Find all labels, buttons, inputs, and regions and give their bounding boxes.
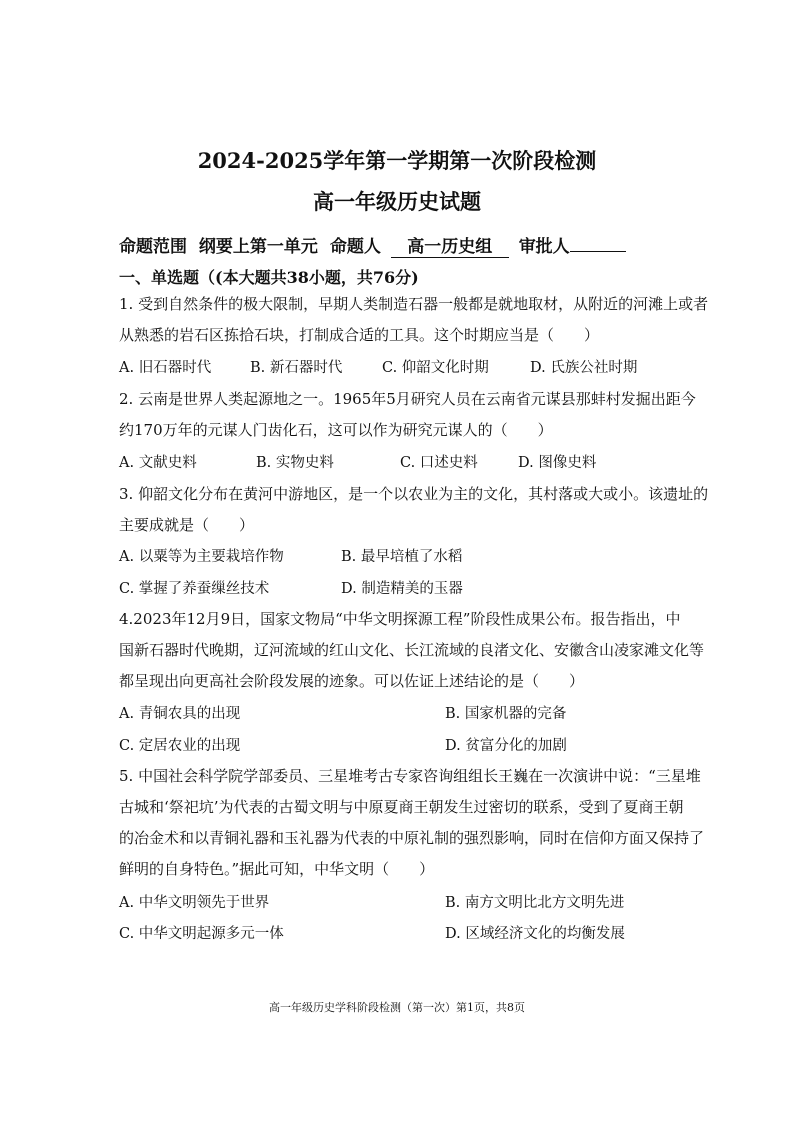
question-2-line-1: 2. 云南是世界人类起源地之一。1965年5月研究人员在云南省元谋县那蚌村发掘出距今 xyxy=(119,390,696,408)
approver-blank xyxy=(570,250,626,252)
exam-title: 2024-2025学年第一学期第一次阶段检测 xyxy=(197,148,597,173)
q5-option-d: D. 区域经济文化的均衡发展 xyxy=(445,926,625,942)
page-footer: 高一年级历史学科阶段检测（第一次）第1页，共8页 xyxy=(269,1001,525,1014)
question-2-line-2: 约170万年的元谋人门齿化石，这可以作为研究元谋人的（ ） xyxy=(119,421,553,439)
q5-option-b: B. 南方文明比北方文明先进 xyxy=(445,895,625,911)
question-4-line-2: 国新石器时代晚期，辽河流域的红山文化、长江流域的良渚文化、安徽含山凌家滩文化等 xyxy=(119,641,705,659)
q4-option-d: D. 贫富分化的加剧 xyxy=(445,738,567,754)
section-heading: 一、单选题（(本大题共38小题，共76分) xyxy=(119,268,419,287)
q4-option-b: B. 国家机器的完备 xyxy=(445,706,567,722)
q1-option-c: C. 仰韶文化时期 xyxy=(382,360,489,376)
approver-label: 审批人 xyxy=(518,237,570,257)
q2-option-b: B. 实物史料 xyxy=(256,455,334,471)
question-5-line-3: 的冶金术和以青铜礼器和玉礼器为代表的中原礼制的强烈影响，同时在信仰方面又保持了 xyxy=(119,829,705,847)
q1-option-a: A. 旧石器时代 xyxy=(119,360,212,376)
author-label: 命题人 xyxy=(329,237,381,257)
q2-option-a: A. 文献史料 xyxy=(119,455,197,471)
question-5-line-2: 古城和‘祭祀坑’为代表的古蜀文明与中原夏商王朝发生过密切的联系，受到了夏商王朝 xyxy=(119,798,684,816)
q1-option-b: B. 新石器时代 xyxy=(250,360,343,376)
q4-option-a: A. 青铜农具的出现 xyxy=(119,706,241,722)
q3-option-a: A. 以粟等为主要栽培作物 xyxy=(119,549,284,565)
q3-option-d: D. 制造精美的玉器 xyxy=(341,581,463,597)
exam-subtitle: 高一年级历史试题 xyxy=(313,189,481,214)
meta-line xyxy=(119,232,626,258)
q4-option-c: C. 定居农业的出现 xyxy=(119,738,241,754)
q3-option-b: B. 最早培植了水稻 xyxy=(341,549,463,565)
q5-option-a: A. 中华文明领先于世界 xyxy=(119,895,270,911)
question-1-line-1: 1. 受到自然条件的极大限制，早期人类制造石器一般都是就地取材，从附近的河滩上或者 xyxy=(119,295,709,313)
q5-option-c: C. 中华文明起源多元一体 xyxy=(119,926,284,942)
question-3-line-1: 3. 仰韶文化分布在黄河中游地区，是一个以农业为主的文化，其村落或大或小。该遗址的 xyxy=(119,485,709,503)
question-4-line-1: 4.2023年12月9日，国家文物局“中华文明探源工程”阶段性成果公布。报告指出，中 xyxy=(119,610,681,628)
q3-option-c: C. 掌握了养蚕缫丝技术 xyxy=(119,581,270,597)
question-5-line-1: 5. 中国社会科学院学部委员、三星堆考古专家咨询组组长王巍在一次演讲中说：“三星堆 xyxy=(119,767,701,785)
question-1-line-2: 从熟悉的岩石区拣拾石块，打制成合适的工具。这个时期应当是（ ） xyxy=(119,326,600,344)
question-4-line-3: 都呈现出向更高社会阶段发展的迹象。可以佐证上述结论的是（ ） xyxy=(119,672,585,690)
scope-value: 纲要上第一单元 xyxy=(198,237,318,257)
scope-label: 命题范围 xyxy=(119,237,187,257)
author-value: 高一历史组 xyxy=(391,232,509,258)
question-3-line-2: 主要成就是（ ） xyxy=(119,516,255,534)
q1-option-d: D. 氏族公社时期 xyxy=(530,360,638,376)
q2-option-d: D. 图像史料 xyxy=(518,455,597,471)
question-5-line-4: 鲜明的自身特色。”据此可知，中华文明（ ） xyxy=(119,860,435,878)
q2-option-c: C. 口述史料 xyxy=(400,455,478,471)
